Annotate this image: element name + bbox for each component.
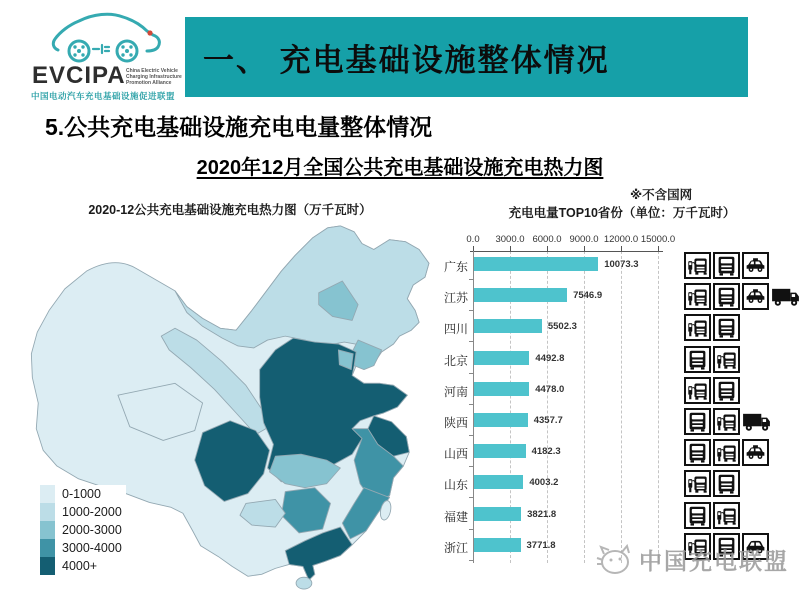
legend-label: 1000-2000 bbox=[62, 505, 122, 519]
bus-icon bbox=[684, 439, 711, 466]
watermark-text: 中国充电联盟 bbox=[639, 548, 789, 574]
vehicle-icon-grid bbox=[684, 232, 800, 577]
legend-label: 4000+ bbox=[62, 559, 98, 573]
y-axis-tick bbox=[469, 404, 473, 405]
x-axis-tick-label: 9000.0 bbox=[569, 234, 599, 245]
legend-swatch bbox=[40, 539, 55, 557]
charging-bus-icon bbox=[713, 502, 740, 529]
x-axis-tick-label: 15000.0 bbox=[640, 234, 676, 245]
logo-tagline-en-line: Charging Infrastructure bbox=[126, 74, 182, 80]
y-axis-tick bbox=[469, 310, 473, 311]
charging-bus-icon bbox=[684, 314, 711, 341]
y-axis-tick bbox=[469, 497, 473, 498]
bar-value: 4492.8 bbox=[535, 352, 565, 364]
icon-row bbox=[684, 470, 740, 497]
x-axis-tick-label: 3000.0 bbox=[495, 234, 525, 245]
map-title: 2020-12公共充电基础设施充电热力图（万千瓦时） bbox=[88, 203, 372, 217]
bus-icon bbox=[713, 314, 740, 341]
bus-icon bbox=[713, 377, 740, 404]
logo-tagline-en-line: Promotion Alliance bbox=[126, 80, 172, 86]
chart-title: 充电电量TOP10省份（单位：万千瓦时） bbox=[508, 206, 736, 220]
icon-row bbox=[684, 408, 771, 435]
bar bbox=[474, 351, 529, 365]
bar bbox=[474, 444, 526, 458]
icon-row bbox=[684, 377, 740, 404]
y-axis-tick bbox=[469, 529, 473, 530]
icon-row bbox=[684, 502, 740, 529]
chart-note: ※不含国网 bbox=[630, 188, 693, 202]
bar-value: 7546.9 bbox=[573, 290, 603, 302]
gridline bbox=[621, 251, 622, 563]
bar-label: 广东 bbox=[443, 260, 468, 274]
bar bbox=[474, 413, 528, 427]
map-legend bbox=[40, 485, 126, 575]
main-title: 2020年12月全国公共充电基础设施充电热力图 bbox=[196, 157, 604, 179]
bar bbox=[474, 507, 521, 521]
truck-icon bbox=[771, 285, 800, 308]
x-axis-tick-label: 0.0 bbox=[466, 234, 480, 245]
bar-label: 山东 bbox=[443, 478, 468, 493]
gridline bbox=[658, 251, 659, 563]
legend-swatch bbox=[40, 485, 55, 503]
icon-row bbox=[684, 252, 769, 279]
taxi-icon bbox=[742, 252, 769, 279]
y-axis-tick bbox=[469, 435, 473, 436]
bar-label: 陕西 bbox=[443, 416, 468, 430]
bar-label: 山西 bbox=[443, 447, 468, 462]
legend-row bbox=[40, 503, 122, 521]
y-axis-tick bbox=[469, 560, 473, 561]
bar-label: 河南 bbox=[443, 384, 468, 399]
bar bbox=[474, 538, 521, 552]
y-axis-tick bbox=[469, 373, 473, 374]
charging-bus-icon bbox=[684, 283, 711, 310]
bar-value: 5502.3 bbox=[547, 321, 577, 333]
bus-icon bbox=[713, 283, 740, 310]
charging-bus-icon bbox=[713, 439, 740, 466]
bar-value: 4003.2 bbox=[529, 477, 559, 489]
bar-value: 3771.8 bbox=[526, 539, 556, 551]
legend-label: 3000-4000 bbox=[62, 541, 122, 555]
ev-car-icon bbox=[46, 10, 164, 64]
x-axis-tick-label: 12000.0 bbox=[603, 234, 639, 245]
watermark bbox=[596, 543, 789, 576]
bar bbox=[474, 319, 542, 333]
charging-bus-icon bbox=[684, 252, 711, 279]
legend-row bbox=[40, 485, 122, 503]
bar bbox=[474, 382, 529, 396]
bar-value: 10073.3 bbox=[604, 259, 639, 270]
bar bbox=[474, 475, 523, 489]
legend-row bbox=[40, 557, 122, 575]
bar-label: 江苏 bbox=[443, 291, 468, 306]
section-banner bbox=[185, 17, 748, 97]
logo-tagline-en bbox=[126, 68, 182, 86]
bus-icon bbox=[684, 346, 711, 373]
banner-title: 一、 充电基础设施整体情况 bbox=[203, 42, 610, 78]
charging-bus-icon bbox=[684, 377, 711, 404]
bar-value: 4357.7 bbox=[533, 415, 563, 426]
evcipa-logo bbox=[20, 6, 185, 104]
bar bbox=[474, 288, 567, 302]
y-axis-tick bbox=[469, 466, 473, 467]
y-axis-tick bbox=[469, 279, 473, 280]
bus-icon bbox=[713, 252, 740, 279]
legend-row bbox=[40, 521, 122, 539]
logo-tagline-cn: 中国电动汽车充电基础设施促进联盟 bbox=[30, 91, 175, 101]
icon-row bbox=[684, 283, 800, 310]
legend-row bbox=[40, 539, 122, 557]
bar-label: 北京 bbox=[443, 353, 468, 368]
charging-bus-icon bbox=[684, 470, 711, 497]
bus-icon bbox=[684, 408, 711, 435]
legend-swatch bbox=[40, 521, 55, 539]
x-axis-tick-label: 6000.0 bbox=[532, 234, 562, 245]
charging-bus-icon bbox=[713, 346, 740, 373]
x-axis bbox=[470, 251, 663, 252]
cat-face-icon bbox=[596, 544, 634, 576]
bar bbox=[474, 257, 598, 271]
legend-swatch bbox=[40, 503, 55, 521]
legend-label: 2000-3000 bbox=[62, 523, 122, 537]
icon-row bbox=[684, 314, 740, 341]
taxi-icon bbox=[742, 439, 769, 466]
truck-icon bbox=[742, 410, 771, 433]
charging-bus-icon bbox=[713, 408, 740, 435]
legend-swatch bbox=[40, 557, 55, 575]
bar-label: 浙江 bbox=[443, 540, 468, 555]
bar-label: 四川 bbox=[443, 322, 468, 337]
logo-tagline-en-line: China Electric Vehicle bbox=[126, 68, 178, 74]
bar-value: 4478.0 bbox=[535, 383, 565, 395]
legend-label: 0-1000 bbox=[62, 487, 101, 501]
bus-icon bbox=[684, 502, 711, 529]
taxi-icon bbox=[742, 283, 769, 310]
bar-value: 3821.8 bbox=[527, 508, 557, 520]
icon-row bbox=[684, 439, 769, 466]
icon-row bbox=[684, 346, 740, 373]
y-axis-tick bbox=[469, 341, 473, 342]
bus-icon bbox=[713, 470, 740, 497]
bar-label: 福建 bbox=[443, 509, 468, 524]
logo-brand: EVCIPA bbox=[32, 62, 126, 89]
bar-value: 4182.3 bbox=[531, 446, 561, 458]
section-title: 5.公共充电基础设施充电电量整体情况 bbox=[45, 114, 433, 140]
